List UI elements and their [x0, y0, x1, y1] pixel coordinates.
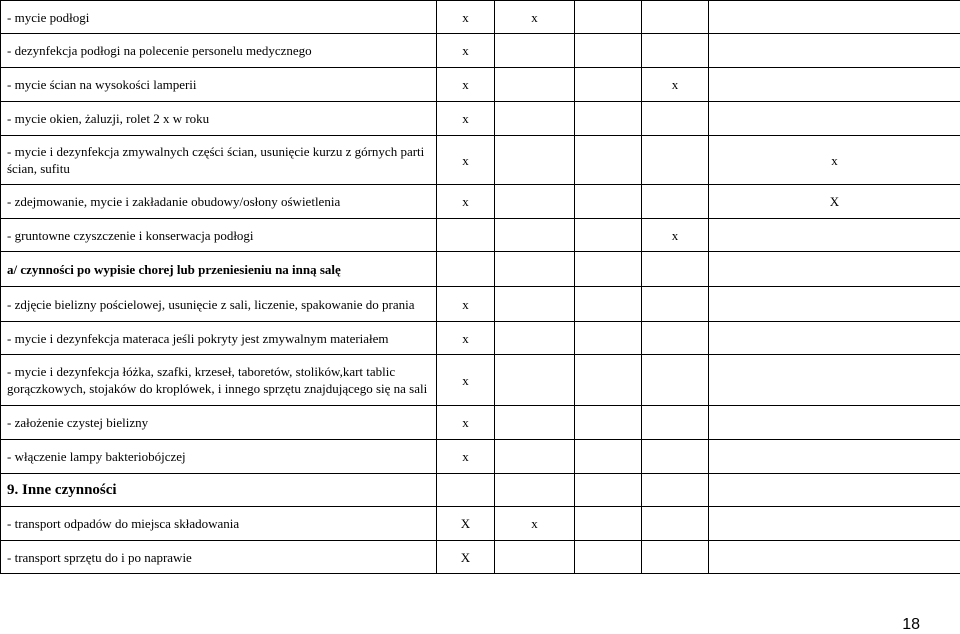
mark-cell [495, 219, 575, 252]
mark-x: X [461, 549, 470, 566]
mark-cell [495, 34, 575, 68]
mark-x: x [462, 193, 469, 210]
table-row [1, 322, 960, 355]
mark-x: x [462, 448, 469, 465]
table-row [1, 406, 960, 440]
mark-cell [575, 1, 642, 34]
mark-x: x [462, 330, 469, 347]
table-row [1, 541, 960, 574]
table-row [1, 287, 960, 322]
mark-cell [437, 1, 495, 34]
mark-cell [495, 440, 575, 474]
mark-cell [495, 541, 575, 574]
mark-cell [437, 322, 495, 355]
mark-cell [437, 34, 495, 68]
mark-cell [575, 541, 642, 574]
mark-x: x [462, 76, 469, 93]
mark-x: X [461, 515, 470, 532]
mark-cell [495, 474, 575, 507]
mark-cell [575, 406, 642, 440]
mark-cell [709, 440, 960, 474]
mark-x: X [830, 193, 839, 210]
task-description: - transport sprzętu do i po naprawie [1, 541, 437, 574]
task-description: - mycie i dezynfekcja materaca jeśli pokryty jest zmywalnym materiałem [1, 322, 437, 355]
mark-cell [709, 136, 960, 185]
mark-cell [575, 68, 642, 102]
mark-x: x [672, 76, 679, 93]
mark-cell [495, 102, 575, 136]
mark-cell [495, 68, 575, 102]
mark-cell [575, 440, 642, 474]
table-row [1, 355, 960, 406]
mark-cell [575, 287, 642, 322]
mark-cell [642, 474, 709, 507]
mark-cell [709, 102, 960, 136]
task-description: - zdejmowanie, mycie i zakładanie obudowy/osłony oświetlenia [1, 185, 437, 219]
mark-cell [437, 507, 495, 541]
mark-cell [575, 136, 642, 185]
mark-cell [642, 68, 709, 102]
mark-cell [709, 34, 960, 68]
mark-cell [709, 507, 960, 541]
mark-cell [437, 287, 495, 322]
table-row [1, 507, 960, 541]
mark-cell [437, 185, 495, 219]
mark-cell [709, 541, 960, 574]
subsection-heading: a/ czynności po wypisie chorej lub przeniesieniu na inną salę [1, 252, 437, 287]
section-heading: 9. Inne czynności [1, 474, 437, 507]
mark-cell [642, 136, 709, 185]
task-description: - mycie i dezynfekcja łóżka, szafki, krzeseł, taboretów, stolików,kart tablic gorączkowych, stojaków do kroplówek, i innego sprzętu znajdującego się na sali [1, 355, 437, 406]
mark-cell [642, 252, 709, 287]
task-description: - mycie podłogi [1, 1, 437, 34]
mark-cell [437, 136, 495, 185]
mark-x: x [831, 152, 838, 169]
mark-cell [437, 406, 495, 440]
mark-cell [642, 541, 709, 574]
table-row [1, 440, 960, 474]
mark-cell [495, 287, 575, 322]
mark-cell [642, 1, 709, 34]
mark-x: x [462, 110, 469, 127]
mark-cell [495, 406, 575, 440]
mark-cell [575, 322, 642, 355]
page-number: 18 [902, 616, 920, 634]
table-row [1, 136, 960, 185]
mark-cell [437, 541, 495, 574]
mark-cell [575, 355, 642, 406]
mark-cell [642, 440, 709, 474]
mark-cell [495, 252, 575, 287]
mark-x: x [462, 372, 469, 389]
table-row [1, 219, 960, 252]
mark-cell [437, 219, 495, 252]
task-description: - dezynfekcja podłogi na polecenie personelu medycznego [1, 34, 437, 68]
mark-x: x [462, 9, 469, 26]
mark-cell [495, 1, 575, 34]
mark-cell [709, 406, 960, 440]
mark-cell [709, 474, 960, 507]
table-row [1, 102, 960, 136]
mark-cell [495, 136, 575, 185]
mark-x: x [462, 42, 469, 59]
mark-cell [642, 185, 709, 219]
mark-cell [495, 507, 575, 541]
mark-cell [642, 406, 709, 440]
mark-cell [575, 185, 642, 219]
task-description: - założenie czystej bielizny [1, 406, 437, 440]
task-description: - mycie okien, żaluzji, rolet 2 x w roku [1, 102, 437, 136]
table-row [1, 68, 960, 102]
mark-cell [575, 34, 642, 68]
mark-cell [642, 322, 709, 355]
task-description: - włączenie lampy bakteriobójczej [1, 440, 437, 474]
mark-cell [709, 322, 960, 355]
mark-cell [495, 355, 575, 406]
mark-x: x [531, 9, 538, 26]
table-row [1, 474, 960, 507]
mark-cell [709, 185, 960, 219]
mark-x: x [462, 152, 469, 169]
mark-cell [575, 219, 642, 252]
mark-cell [709, 287, 960, 322]
table-row [1, 185, 960, 219]
mark-cell [495, 185, 575, 219]
mark-cell [495, 322, 575, 355]
mark-cell [709, 68, 960, 102]
mark-cell [709, 1, 960, 34]
table-row [1, 252, 960, 287]
task-description: - mycie i dezynfekcja zmywalnych części ścian, usunięcie kurzu z górnych parti ścian, sufitu [1, 136, 437, 185]
mark-cell [642, 34, 709, 68]
mark-cell [437, 440, 495, 474]
mark-cell [575, 102, 642, 136]
table-row [1, 34, 960, 68]
task-description: - gruntowne czyszczenie i konserwacja podłogi [1, 219, 437, 252]
mark-cell [575, 252, 642, 287]
mark-cell [642, 287, 709, 322]
table-row [1, 1, 960, 34]
mark-cell [709, 219, 960, 252]
mark-cell [575, 507, 642, 541]
mark-cell [437, 102, 495, 136]
mark-cell [709, 252, 960, 287]
mark-x: x [462, 296, 469, 313]
mark-x: x [531, 515, 538, 532]
mark-cell [437, 474, 495, 507]
mark-cell [642, 507, 709, 541]
mark-x: x [462, 414, 469, 431]
mark-cell [642, 219, 709, 252]
mark-cell [437, 355, 495, 406]
mark-x: x [672, 227, 679, 244]
task-description: - transport odpadów do miejsca składowania [1, 507, 437, 541]
mark-cell [437, 68, 495, 102]
mark-cell [575, 474, 642, 507]
task-description: - mycie ścian na wysokości lamperii [1, 68, 437, 102]
mark-cell [437, 252, 495, 287]
table-body [1, 1, 960, 574]
mark-cell [642, 102, 709, 136]
mark-cell [642, 355, 709, 406]
task-description: - zdjęcie bielizny pościelowej, usunięcie z sali, liczenie, spakowanie do prania [1, 287, 437, 322]
mark-cell [709, 355, 960, 406]
